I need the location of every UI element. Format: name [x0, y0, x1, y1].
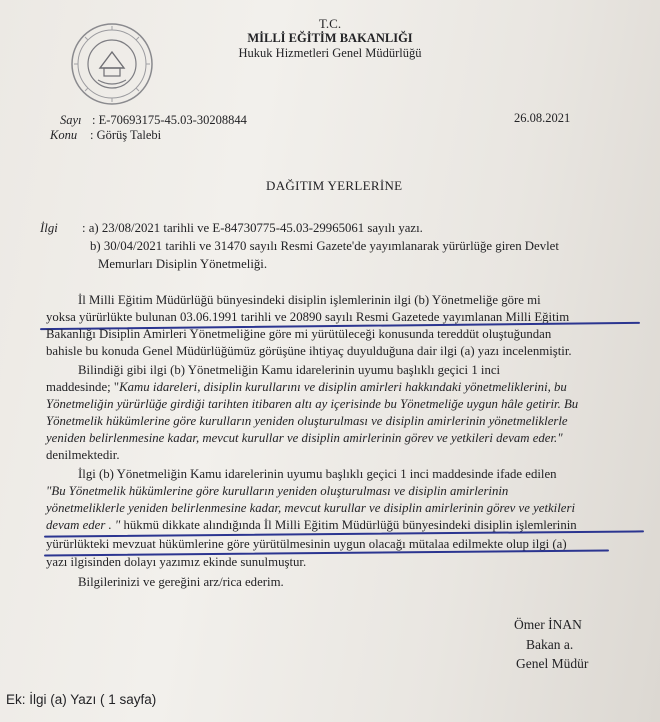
- signatory-title-1: Bakan a.: [526, 637, 574, 652]
- ilgi-a: : a) 23/08/2021 tarihli ve E-84730775-45.03-29965061 sayılı yazı.: [82, 221, 423, 235]
- attachment-note: Ek: İlgi (a) Yazı ( 1 sayfa): [6, 692, 157, 707]
- document-title: DAĞITIM YERLERİNE: [266, 178, 403, 193]
- p2-line6: denilmektedir.: [46, 448, 120, 462]
- ilgi-b-line1: b) 30/04/2021 tarihli ve 31470 sayılı Resmi Gazete'de yayımlanarak yürürlüğe giren Devlet: [90, 239, 559, 253]
- p2-line3: Yönetmeliğin yürürlüğe girdiği tarihten itibaren altı ay içerisinde bu Yönetmeliğe uygun hâle getirir. Bu: [46, 397, 579, 411]
- p3-line4-rest: hükmü dikkate alındığında İl Milli Eğitim Müdürlüğü bünyesindeki disiplin işlemlerinin: [120, 518, 577, 532]
- sayi-value: : E-70693175-45.03-30208844: [92, 113, 247, 127]
- p2-line2-lead: maddesinde; ": [46, 380, 120, 394]
- document-date: 26.08.2021: [514, 111, 571, 125]
- p3-line6: yazı ilgisinden dolayı yazımız ekinde sunulmuştur.: [46, 555, 307, 569]
- p3-line2: "Bu Yönetmelik hükümlerine göre kurulların yeniden oluşturulması ve disiplin amirlerinin: [46, 484, 509, 498]
- header-ministry: MİLLİ EĞİTİM BAKANLIĞI: [247, 31, 413, 45]
- p3-line1: İlgi (b) Yönetmeliğin Kamu idarelerinin uyumu başlıklı geçici 1 inci maddesinde ifade edilen: [78, 467, 557, 481]
- ilgi-b-line2: Memurları Disiplin Yönetmeliği.: [98, 257, 268, 271]
- p1-line3: Bakanlığı Disiplin Amirleri Yönetmeliğine göre mi yürütüleceği konusunda tereddüt oluştuğundan: [46, 327, 552, 341]
- sayi-label: Sayı: [60, 113, 82, 127]
- header-department: Hukuk Hizmetleri Genel Müdürlüğü: [238, 46, 422, 60]
- p2-line5: yeniden belirlenmesine kadar, mevcut kurullar ve disiplin amirlerinin görev ve yetkileri devam eder.": [46, 431, 563, 445]
- p2-line2-quote: Kamu idareleri, disiplin kurullarını ve disiplin amirleri hakkındaki yönetmeliklerini, bu: [119, 380, 567, 394]
- p2-line4: Yönetmelik hükümlerine göre kurulların yeniden oluşturulması ve disiplin amirlerinin yönetmeliklerle: [46, 414, 568, 428]
- p2-line1: Bilindiği gibi ilgi (b) Yönetmeliğin Kamu idarelerinin uyumu başlıklı geçici 1 inci: [78, 363, 501, 377]
- signatory-title-2: Genel Müdür: [516, 656, 589, 671]
- konu-label: Konu: [50, 128, 78, 142]
- p2-line2: [46, 379, 567, 395]
- p3-line4: [46, 517, 577, 533]
- konu-value: : Görüş Talebi: [90, 128, 162, 142]
- ministry-seal-icon: [70, 22, 154, 106]
- p3-line3: yönetmeliklerle yeniden belirlenmesine kadar, mevcut kurullar ve disiplin amirlerinin görev ve yetkileri: [46, 501, 576, 515]
- ilgi-label: İlgi: [40, 221, 58, 235]
- p1-line1: İl Milli Eğitim Müdürlüğü bünyesindeki disiplin işlemlerinin ilgi (b) Yönetmeliğe göre mi: [78, 293, 541, 307]
- signatory-name: Ömer İNAN: [514, 617, 582, 632]
- header-tc: T.C.: [318, 16, 342, 31]
- p3-line5: yürürlükteki mevzuat hükümlerine göre yürütülmesinin uygun olacağı mütalaa edilmekte olup ilgi (a): [46, 537, 567, 551]
- closing-line: Bilgilerinizi ve gereğini arz/rica ederim.: [78, 575, 284, 589]
- p1-line2: yoksa yürürlükte bulunan 03.06.1991 tarihli ve 20890 sayılı Resmi Gazetede yayımlanan Milli Eğitim: [46, 310, 570, 324]
- p3-line4-quote: devam eder . ": [46, 518, 121, 532]
- p1-line4: bahisle bu konuda Genel Müdürlüğümüz görüşüne ihtiyaç duyulduğuna dair ilgi (a) yazı incelenmiştir.: [46, 344, 572, 358]
